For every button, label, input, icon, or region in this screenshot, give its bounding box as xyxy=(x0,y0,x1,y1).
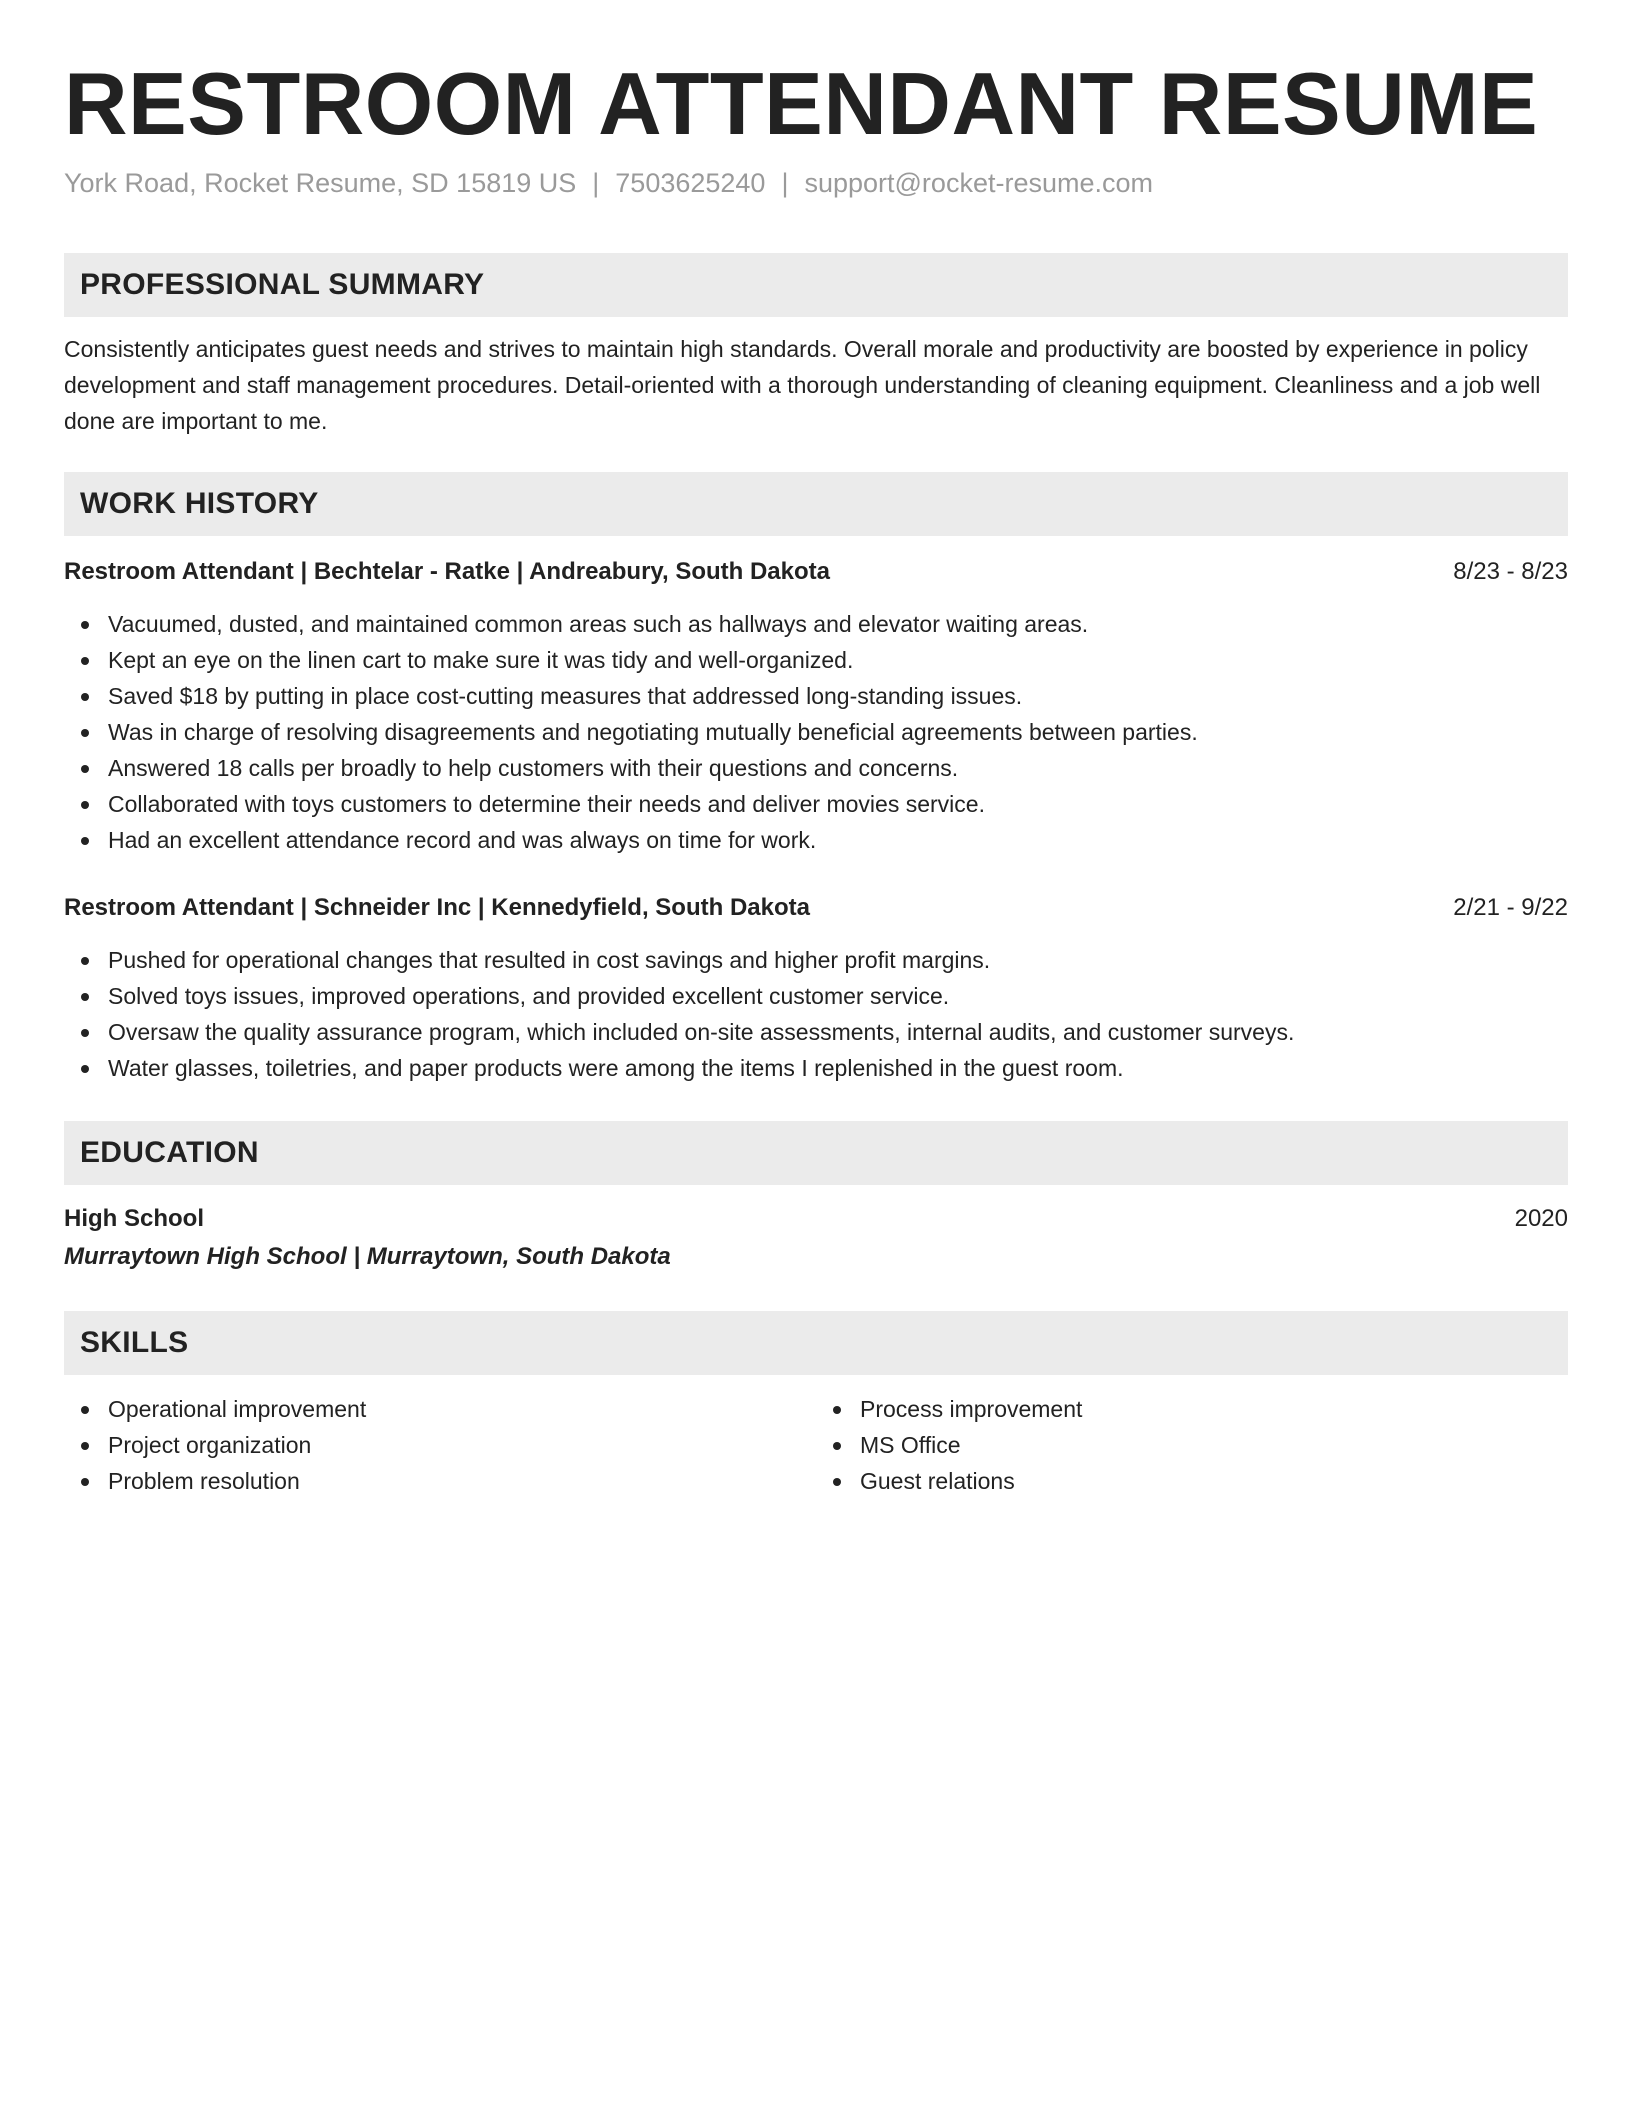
job-title: Restroom Attendant | Bechtelar - Ratke | Andreabury, South Dakota xyxy=(64,558,830,585)
skill-item: Operational improvement xyxy=(64,1391,816,1427)
job-bullet: Had an excellent attendance record and was always on time for work. xyxy=(64,822,1568,858)
job-bullet: Pushed for operational changes that resulted in cost savings and higher profit margins. xyxy=(64,942,1568,978)
section-header-work-history xyxy=(64,472,1568,536)
job-bullet: Solved toys issues, improved operations, and provided excellent customer service. xyxy=(64,978,1568,1014)
education-entry xyxy=(64,1203,1568,1273)
section-heading: EDUCATION xyxy=(80,1136,259,1169)
contact-email: support@rocket-resume.com xyxy=(804,168,1153,198)
job-bullet-list xyxy=(64,942,1568,1086)
summary-text: Consistently anticipates guest needs and strives to maintain high standards. Overall morale and productivity are boosted by experience in policy development and staff management procedures. Detail-oriented with a thorough understanding of cleaning equipment. Cleanliness and a job well done are important to me. xyxy=(64,336,1541,434)
job-entry xyxy=(64,556,1568,858)
contact-phone: 7503625240 xyxy=(615,168,766,198)
skill-item: Project organization xyxy=(64,1427,816,1463)
skill-item: MS Office xyxy=(816,1427,1568,1463)
skills-grid xyxy=(64,1391,1568,1499)
job-bullet: Saved $18 by putting in place cost-cutting measures that addressed long-standing issues. xyxy=(64,678,1568,714)
contact-separator: | xyxy=(592,168,600,198)
job-bullet: Vacuumed, dusted, and maintained common areas such as hallways and elevator waiting areas. xyxy=(64,606,1568,642)
job-title: Restroom Attendant | Schneider Inc | Kennedyfield, South Dakota xyxy=(64,894,810,921)
education-degree: High School xyxy=(64,1205,204,1232)
section-header-education xyxy=(64,1121,1568,1185)
job-bullet: Kept an eye on the linen cart to make sure it was tidy and well-organized. xyxy=(64,642,1568,678)
section-heading: SKILLS xyxy=(80,1326,189,1359)
skill-item: Process improvement xyxy=(816,1391,1568,1427)
education-year: 2020 xyxy=(1514,1205,1568,1232)
education-section xyxy=(64,1121,1568,1273)
job-bullet: Oversaw the quality assurance program, which included on-site assessments, internal audits, and customer surveys. xyxy=(64,1014,1568,1050)
job-header xyxy=(64,556,1568,588)
job-header xyxy=(64,892,1568,924)
job-bullet: Answered 18 calls per broadly to help customers with their questions and concerns. xyxy=(64,750,1568,786)
job-bullet: Water glasses, toiletries, and paper products were among the items I replenished in the guest room. xyxy=(64,1050,1568,1086)
section-header-summary xyxy=(64,253,1568,317)
contact-address: York Road, Rocket Resume, SD 15819 US xyxy=(64,168,577,198)
skills-section xyxy=(64,1311,1568,1499)
skill-item: Guest relations xyxy=(816,1463,1568,1499)
job-entry xyxy=(64,892,1568,1086)
skill-item: Problem resolution xyxy=(64,1463,816,1499)
education-header xyxy=(64,1203,1568,1235)
job-bullet-list xyxy=(64,606,1568,858)
skills-list xyxy=(64,1391,816,1499)
job-bullet: Collaborated with toys customers to determine their needs and deliver movies service. xyxy=(64,786,1568,822)
contact-separator: | xyxy=(781,168,789,198)
section-heading: WORK HISTORY xyxy=(80,487,319,520)
job-dates: 8/23 - 8/23 xyxy=(1453,558,1568,585)
section-heading: PROFESSIONAL SUMMARY xyxy=(80,268,485,301)
work-history-section xyxy=(64,472,1568,1086)
education-school: Murraytown High School | Murraytown, South Dakota xyxy=(64,1243,671,1270)
resume-title: RESTROOM ATTENDANT RESUME xyxy=(64,54,1539,153)
skills-list xyxy=(816,1391,1568,1499)
job-bullet: Was in charge of resolving disagreements and negotiating mutually beneficial agreements between parties. xyxy=(64,714,1568,750)
job-dates: 2/21 - 9/22 xyxy=(1453,894,1568,921)
skills-column-left xyxy=(64,1391,816,1499)
contact-line xyxy=(64,166,1568,200)
section-header-skills xyxy=(64,1311,1568,1375)
summary-section xyxy=(64,253,1568,439)
skills-column-right xyxy=(816,1391,1568,1499)
